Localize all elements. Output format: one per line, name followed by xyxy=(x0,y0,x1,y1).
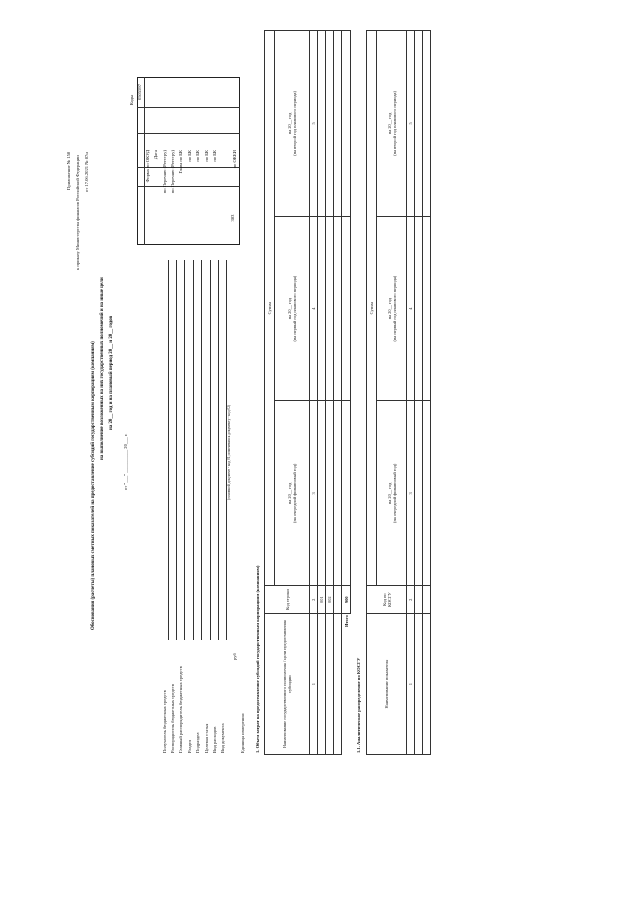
col-number: 2 xyxy=(310,586,318,614)
document-date: от "___" __________ 20___ г. xyxy=(123,433,128,490)
order-line: к приказу Министерства финансов Российской Федерации xyxy=(75,155,80,270)
form-code: 0505597 xyxy=(137,83,142,101)
section1-title: 1. Объем затрат на предоставление субсидий государственным корпорациям (компаниям) xyxy=(255,565,260,753)
table-cell xyxy=(423,586,431,614)
field-label: Вид документа xyxy=(220,723,225,753)
codes-header: Коды xyxy=(129,94,134,106)
col-year1-header: на 20__ год (на очередной финансовый год) xyxy=(377,401,407,586)
code-label: по БК xyxy=(195,150,200,162)
table-cell xyxy=(415,614,423,755)
code-label: по Перечню (Реестру) xyxy=(170,150,175,194)
col-year1-header: на 20__ год (на очередной финансовый год) xyxy=(275,401,310,586)
code-label: Дата xyxy=(153,150,158,160)
section11-title: 1.1. Аналитическое распределение по КОСГУ xyxy=(356,657,361,753)
field-label: Получатель бюджетных средств xyxy=(162,690,167,753)
page-period: на 20__ год и на плановый период 20__ и 20__ годов xyxy=(109,315,114,430)
table-cell xyxy=(342,401,351,586)
col-code-header: Код строки xyxy=(265,586,310,614)
table-cell xyxy=(423,401,431,586)
col-number: 5 xyxy=(407,31,415,217)
page-title: Обоснования (расчеты) плановых сметных показателей на предоставление субсидий государственным корпорациям (компаниям) xyxy=(91,341,96,630)
section11-table xyxy=(366,30,431,755)
col-number: 3 xyxy=(310,401,318,586)
table-cell xyxy=(326,401,334,586)
code-label: по БК xyxy=(187,150,192,162)
total-code: 900 xyxy=(342,586,351,614)
field-label: Подраздел xyxy=(195,732,200,753)
table-cell xyxy=(334,614,342,755)
code-label: по БК xyxy=(212,150,217,162)
table-cell xyxy=(318,401,326,586)
code-label: по БК xyxy=(204,150,209,162)
table-cell xyxy=(415,31,423,217)
unit-value: руб xyxy=(232,653,237,660)
table-cell xyxy=(415,216,423,401)
field-label: Главный распорядитель бюджетных средств xyxy=(178,666,183,753)
col-number: 4 xyxy=(407,216,415,401)
table-cell xyxy=(423,31,431,217)
col-number: 1 xyxy=(310,614,318,755)
field-label: Целевая статья xyxy=(204,723,209,753)
table-cell xyxy=(318,216,326,401)
table-cell xyxy=(334,31,342,217)
col-sum-header: Сумма xyxy=(265,31,275,586)
page-subtitle: на выполнение возложенных на них государственных полномочий и на иные цели xyxy=(100,277,105,460)
row-code: 002 xyxy=(326,586,334,614)
col-number: 5 xyxy=(310,31,318,217)
code-label: по Перечню (Реестру) xyxy=(162,150,167,194)
table-cell xyxy=(326,31,334,217)
col-year2-header: на 20__ год (на первый год планового периода) xyxy=(275,216,310,401)
table-cell xyxy=(334,216,342,401)
table-cell xyxy=(318,614,326,755)
col-year3-header: на 20__ год (на второй год планового периода) xyxy=(377,31,407,217)
code-label: по ОКЕИ xyxy=(232,150,237,169)
col-sum-header: Сумма xyxy=(367,31,377,586)
total-label: Итого xyxy=(342,614,351,755)
table-cell xyxy=(326,216,334,401)
col-number: 4 xyxy=(310,216,318,401)
field-label: Распорядитель бюджетных средств xyxy=(170,683,175,753)
code-label: Форма по ОКУД xyxy=(145,150,150,183)
row-code: 001 xyxy=(318,586,326,614)
col-year3-header: на 20__ год (на второй год планового периода) xyxy=(275,31,310,217)
field-label: Вид расходов xyxy=(212,726,217,753)
table-cell xyxy=(423,614,431,755)
col-number: 2 xyxy=(407,586,415,614)
col-name-header: Наименование государственного полномочия / цели предоставления субсидии xyxy=(265,614,310,755)
col-code-header: Код по КОСГУ xyxy=(367,586,407,614)
col-number: 3 xyxy=(407,401,415,586)
table-cell xyxy=(423,216,431,401)
table-cell xyxy=(342,31,351,217)
section1-table xyxy=(264,30,351,755)
field-label: Раздел xyxy=(187,740,192,753)
col-number: 1 xyxy=(407,614,415,755)
col-name-header: Наименование показателя xyxy=(367,614,407,755)
order-date: от 17.06.2021 № 87н xyxy=(84,152,89,192)
table-cell xyxy=(415,401,423,586)
table-cell xyxy=(326,614,334,755)
table-cell xyxy=(342,216,351,401)
okei-code: 383 xyxy=(230,214,235,222)
col-year2-header: на 20__ год (на первый год планового периода) xyxy=(377,216,407,401)
table-cell xyxy=(334,401,342,586)
appendix-label: Приложение № 158 xyxy=(66,151,71,190)
doc-type-note: (основной документ - код 01; изменения к документу - код 02) xyxy=(227,404,231,500)
table-cell xyxy=(415,586,423,614)
table-cell xyxy=(334,586,342,614)
table-cell xyxy=(318,31,326,217)
unit-label: Единица измерения: xyxy=(240,713,245,753)
code-label: Глава по БК xyxy=(178,150,183,174)
